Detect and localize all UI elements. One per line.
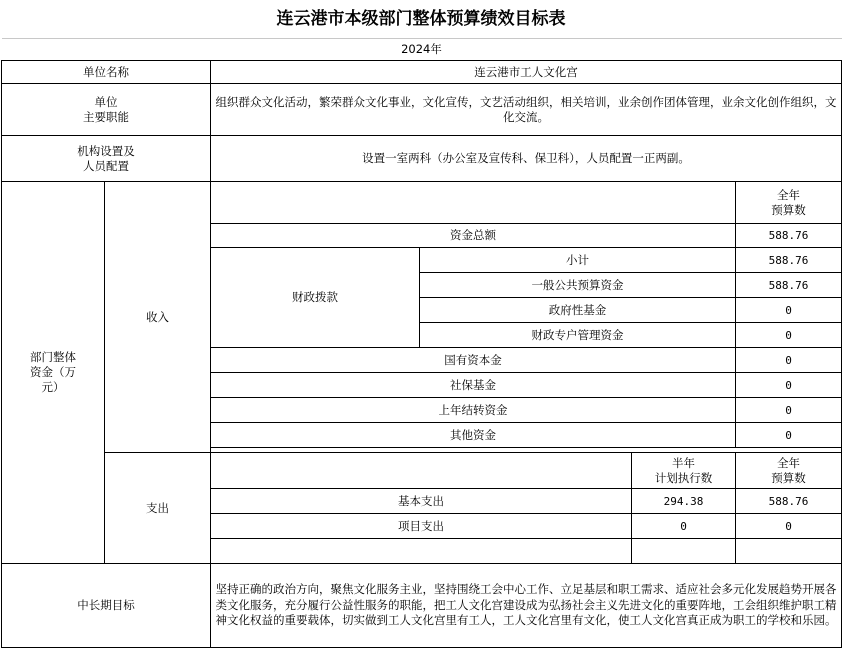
gov-fund-label: 政府性基金 xyxy=(420,298,736,323)
org-setup-value: 设置一室两科（办公室及宣传科、保卫科），人员配置一正两副。 xyxy=(211,136,842,182)
expense-header-full-year: 全年 预算数 xyxy=(736,453,842,489)
unit-name-value: 连云港市工人文化宫 xyxy=(211,61,842,84)
project-expense-half: 0 xyxy=(632,514,736,539)
expense-blank-half xyxy=(632,539,736,564)
performance-target-table xyxy=(1,38,842,648)
subtotal-label: 小计 xyxy=(420,248,736,273)
basic-expense-label: 基本支出 xyxy=(211,489,632,514)
fiscal-allocation-label: 财政拨款 xyxy=(211,248,420,348)
expense-label: 支出 xyxy=(105,453,211,564)
other-funds-label: 其他资金 xyxy=(211,423,736,448)
expense-blank-full xyxy=(736,539,842,564)
carryover-label: 上年结转资金 xyxy=(211,398,736,423)
basic-expense-full: 588.76 xyxy=(736,489,842,514)
subtotal-value: 588.76 xyxy=(736,248,842,273)
department-funds-label: 部门整体 资金（万 元） xyxy=(2,182,105,564)
carryover-value: 0 xyxy=(736,398,842,423)
special-account-label: 财政专户管理资金 xyxy=(420,323,736,348)
state-capital-value: 0 xyxy=(736,348,842,373)
income-header-full-year: 全年 预算数 xyxy=(736,182,842,224)
total-funds-value: 588.76 xyxy=(736,224,842,248)
other-funds-value: 0 xyxy=(736,423,842,448)
general-budget-label: 一般公共预算资金 xyxy=(420,273,736,298)
main-duty-value: 组织群众文化活动，繁荣群众文化事业，文化宣传，文艺活动组织，相关培训，业余创作团体管理，业余文化创作组织，文化交流。 xyxy=(211,84,842,136)
main-duty-label: 单位 主要职能 xyxy=(2,84,211,136)
social-security-value: 0 xyxy=(736,373,842,398)
unit-name-label: 单位名称 xyxy=(2,61,211,84)
state-capital-label: 国有资本金 xyxy=(211,348,736,373)
general-budget-value: 588.76 xyxy=(736,273,842,298)
expense-header-half-year: 半年 计划执行数 xyxy=(632,453,736,489)
org-setup-label: 机构设置及 人员配置 xyxy=(2,136,211,182)
page-title: 连云港市本级部门整体预算绩效目标表 xyxy=(276,9,566,29)
expense-header-blank xyxy=(211,453,632,489)
project-expense-full: 0 xyxy=(736,514,842,539)
gov-fund-value: 0 xyxy=(736,298,842,323)
expense-blank-label xyxy=(211,539,632,564)
long-term-goal-value: 坚持正确的政治方向，聚焦文化服务主业，坚持围绕工会中心工作、立足基层和职工需求、适应社会多元化发展趋势开展各类文化服务，充分履行公益性服务的职能，把工人文化宫建设成为弘扬社会主义先进文化的重要阵地，工会组织维护职工精神文化权益的重要载体，切实做到工人文化宫里有工人，工人文化宫里有文化，使工人文化宫真正成为职工的学校和乐园。 xyxy=(211,564,842,648)
income-label: 收入 xyxy=(105,182,211,453)
basic-expense-half: 294.38 xyxy=(632,489,736,514)
project-expense-label: 项目支出 xyxy=(211,514,632,539)
total-funds-label: 资金总额 xyxy=(211,224,736,248)
income-header-blank xyxy=(211,182,736,224)
long-term-goal-label: 中长期目标 xyxy=(2,564,211,648)
year-cell: 2024年 xyxy=(2,39,842,61)
special-account-value: 0 xyxy=(736,323,842,348)
social-security-label: 社保基金 xyxy=(211,373,736,398)
